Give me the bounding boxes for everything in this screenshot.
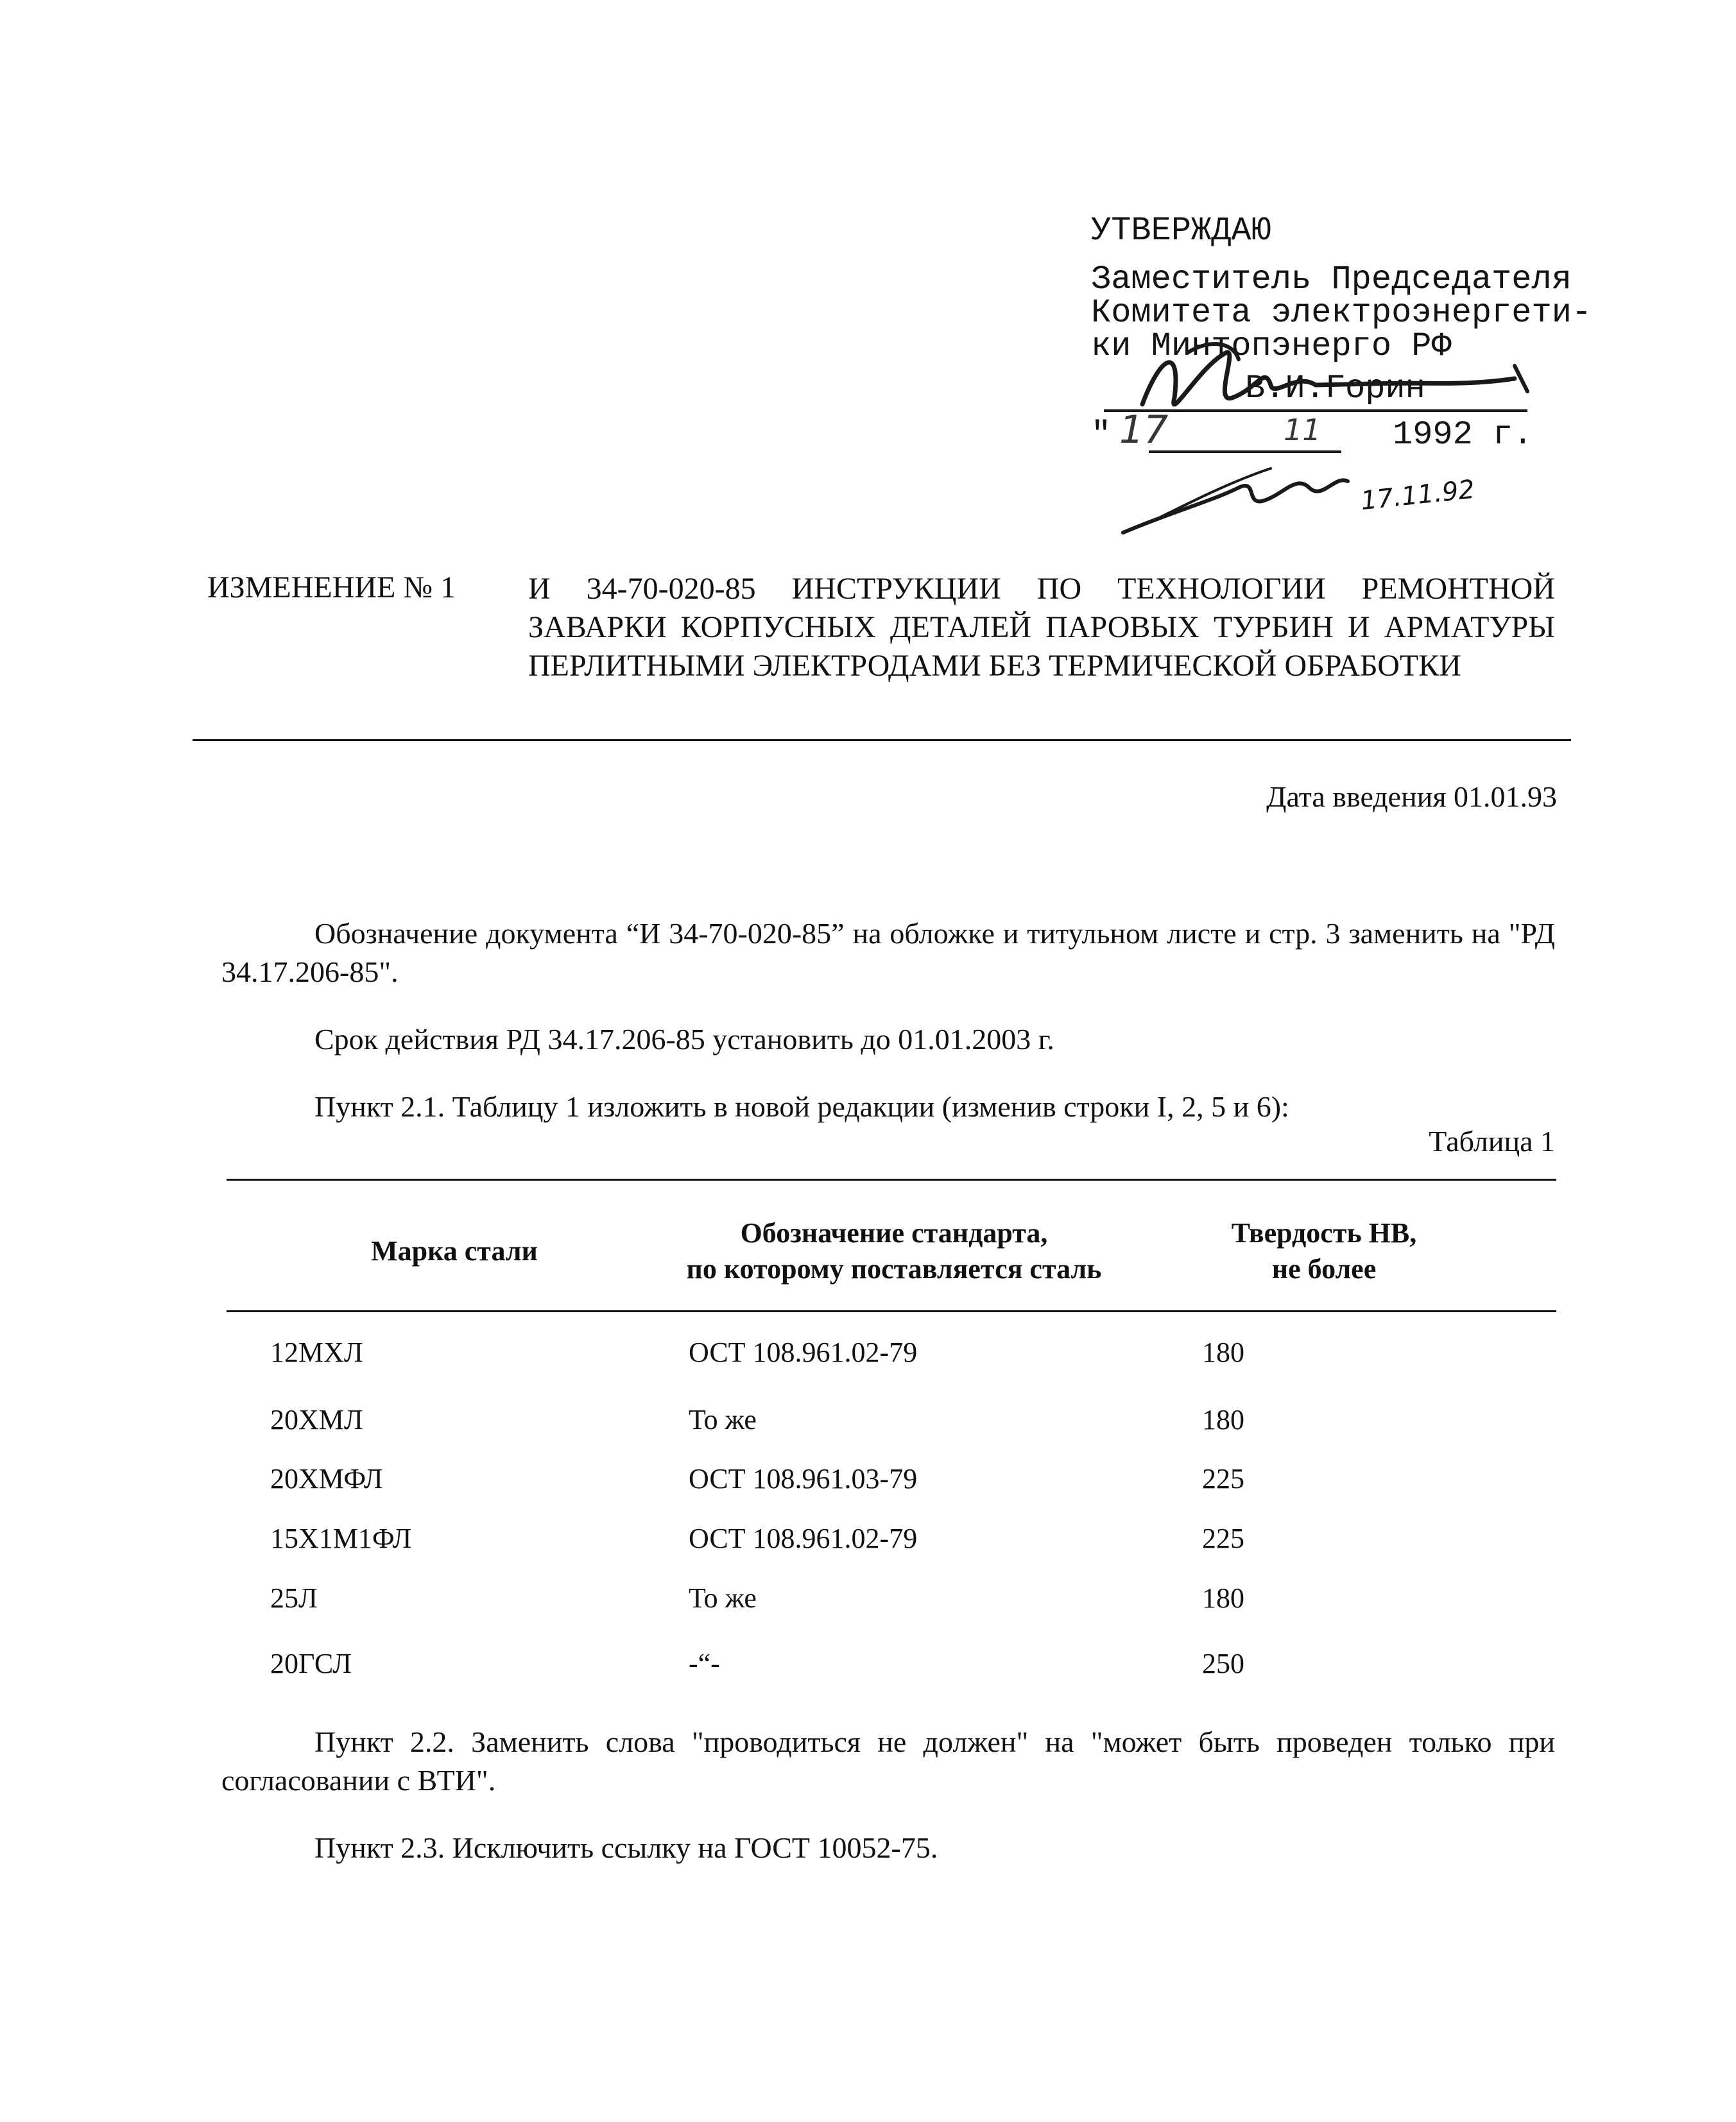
signature-mark [1104, 327, 1566, 456]
cell-hardness: 180 [1202, 1337, 1244, 1368]
table-label: Таблица 1 [1429, 1125, 1555, 1158]
cell-hardness: 180 [1202, 1404, 1244, 1435]
paragraph-document-designation: Обозначение документа “И 34-70-020-85” на обложке и титульном листе и стр. 3 заменить на "РД 34.17.206-85". [221, 917, 1555, 988]
cell-steel-grade: 12МХЛ [270, 1337, 363, 1368]
approval-line: ки Минтопэнерго РФ [1091, 327, 1452, 365]
cell-standard: То же [689, 1404, 757, 1435]
approval-line: Комитета электроэнергети- [1091, 294, 1592, 332]
cell-standard: То же [689, 1582, 757, 1614]
cell-hardness: 225 [1202, 1463, 1244, 1494]
header-steel-grade: Марка стали [371, 1235, 538, 1267]
approval-date-day: 17 [1119, 407, 1169, 452]
cell-hardness: 250 [1202, 1648, 1244, 1679]
signatory-name: В.И.Горин [1245, 370, 1425, 407]
paragraph-clause-2-1: Пункт 2.1. Таблицу 1 изложить в новой редакции (изменив строки I, 2, 5 и 6): [314, 1090, 1289, 1123]
cell-steel-grade: 25Л [270, 1582, 318, 1614]
introduction-date: Дата введения 01.01.93 [1266, 780, 1557, 813]
approval-date-month: 11 [1284, 413, 1321, 447]
paragraph-clause-2-2: Пункт 2.2. Заменить слова "проводиться не должен" на "может быть проведен только при согласовании с ВТИ". [221, 1725, 1555, 1797]
header-standard [637, 1215, 1151, 1287]
cell-hardness: 180 [1202, 1582, 1244, 1614]
cell-hardness: 225 [1202, 1523, 1244, 1554]
cell-standard: ОСТ 108.961.02-79 [689, 1337, 918, 1368]
approval-date-year: 1992 г. [1393, 416, 1533, 454]
cell-steel-grade: 20ГСЛ [270, 1648, 352, 1679]
cell-steel-grade: 15Х1М1ФЛ [270, 1523, 412, 1554]
table-top-rule [227, 1179, 1556, 1181]
approval-line: Заместитель Председателя [1091, 261, 1572, 298]
cell-standard: -“- [689, 1648, 720, 1679]
header-hardness-line2: не более [1271, 1253, 1377, 1285]
change-label: ИЗМЕНЕНИЕ № 1 [207, 570, 456, 604]
approval-heading: УТВЕРЖДАЮ [1091, 212, 1271, 250]
cell-steel-grade: 20ХМЛ [270, 1404, 363, 1435]
cell-steel-grade: 20ХМФЛ [270, 1463, 383, 1494]
header-hardness-line1: Твердость НВ, [1231, 1217, 1417, 1249]
title-divider [193, 739, 1571, 741]
cell-standard: ОСТ 108.961.03-79 [689, 1463, 918, 1494]
header-standard-line2: по которому поставляется сталь [686, 1253, 1102, 1285]
header-hardness [1176, 1215, 1472, 1287]
approval-date-quote: " [1091, 416, 1112, 454]
cell-standard: ОСТ 108.961.02-79 [689, 1523, 918, 1554]
paragraph-validity-period: Срок действия РД 34.17.206-85 установить до 01.01.2003 г. [314, 1023, 1054, 1056]
approval-stamp [1091, 205, 1592, 539]
paragraph-clause-2-3: Пункт 2.3. Исключить ссылку на ГОСТ 10052-75. [314, 1831, 938, 1864]
table-header-rule [227, 1310, 1556, 1312]
handwritten-date-note: 17.11.92 [1359, 474, 1477, 517]
header-standard-line1: Обозначение стандарта, [740, 1217, 1048, 1249]
document-title: И 34-70-020-85 ИНСТРУКЦИИ ПО ТЕХНОЛОГИИ РЕМОНТНОЙ ЗАВАРКИ КОРПУСНЫХ ДЕТАЛЕЙ ПАРОВЫХ ТУРБИН И АРМАТУРЫ ПЕРЛИТНЫМИ ЭЛЕКТРОДАМИ БЕЗ ТЕРМИЧЕСКОЙ ОБРАБОТКИ [528, 572, 1555, 683]
